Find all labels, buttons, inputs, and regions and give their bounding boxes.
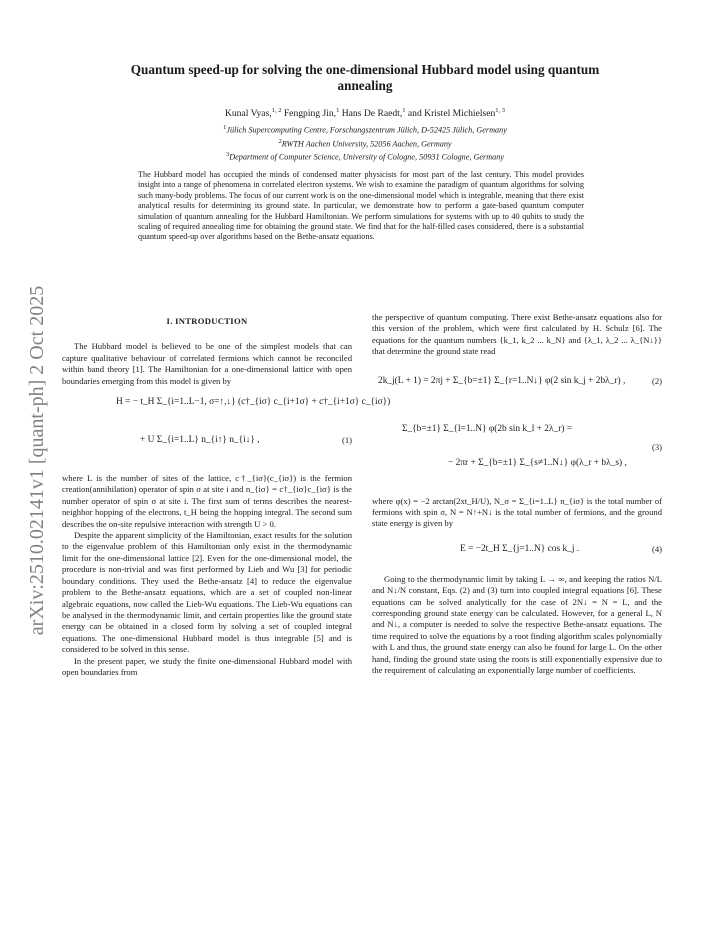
equation-3-line-1: Σ_{b=±1} Σ_{l=1..N} φ(2b sin k_l + 2λ_r) = (402, 423, 573, 434)
paragraph: the perspective of quantum computing. There exist Bethe-ansatz equations also for this version of the problem, which were first calculated by H. Schulz [6]. The equations for the quantum numbers {k_1, k_2 ... k_N} and {λ_1, λ_2 ... λ_{N↓}} that determine the ground state read (372, 312, 662, 357)
equation-3 (372, 406, 662, 496)
affiliation (70, 123, 660, 137)
affiliation (70, 150, 660, 164)
affiliation (70, 137, 660, 151)
author-name: and Kristel Michielsen (407, 108, 496, 120)
paragraph: Going to the thermodynamic limit by taking L → ∞, and keeping the ratios N/L and N↓/N constant, Eqs. (2) and (3) turn into coupled integral equations [6]. These equations can be solved analytically for the case of 2N↓ = N = L, and the corresponding ground state energy can be calculated. However, for a general L, N and N↓, a computer is needed to solve the respective Bethe-ansatz equations. The time required to solve the equations by a root finding algorithm scales polynomially with L and thus, the ground state energy can also be found for large L. On the other hand, finding the ground state using the roots is still exponentially expensive due to the requirement of calculating an exponentially large number of coefficients. (372, 573, 662, 676)
equation-4-body: E = −2t_H Σ_{j=1..N} cos k_j . (460, 543, 580, 554)
equation-3-line-2: − 2πr + Σ_{b=±1} Σ_{s≠1..N↓} φ(λ_r + bλ_s) , (448, 457, 627, 468)
affiliations (70, 123, 660, 164)
affiliation-text: Department of Computer Science, University of Cologne, 50931 Cologne, Germany (229, 152, 504, 162)
author-sup: 1, 3 (495, 107, 506, 114)
paper-title (70, 62, 660, 94)
author-list (70, 105, 660, 120)
paragraph: The Hubbard model is believed to be one of the simplest models that can capture qualitative behaviour of correlated fermions which cannot be reconciled within band theory [1]. The Hamiltonian for a one-dimensional lattice with open boundaries emerging from this model is given by (62, 341, 352, 386)
affiliation-text: RWTH Aachen University, 52056 Aachen, Germany (281, 139, 452, 149)
affiliation-sup: 3 (226, 151, 230, 159)
affiliation-sup: 1 (223, 124, 227, 131)
arxiv-id: arXiv:2510.02141v1 [quant-ph] 2 Oct 2025 (26, 285, 49, 635)
title-line-2: annealing (337, 78, 393, 93)
arxiv-sidebar-stamp (18, 250, 58, 670)
equation-1 (62, 387, 391, 473)
title-line-1: Quantum speed-up for solving the one-dimensional Hubbard model using quantum (130, 62, 600, 77)
equation-2-body: 2k_j(L + 1) = 2πj + Σ_{b=±1} Σ_{r=1..N↓} φ(2 sin k_j + 2bλ_r) , (378, 375, 626, 386)
affiliation-sup: 2 (278, 137, 282, 145)
author-sup: 1 (402, 107, 406, 114)
author-name: Fengping Jin, (283, 108, 337, 120)
abstract: The Hubbard model has occupied the minds of condensed matter physicists for most part of the last century. This model provides insight into a range of phenomena in correlated electron systems. We wish to examine the paradigm of quantum algorithms for solving such many-body problems. The focus of our current work is on the one-dimensional model which is integrable, meaning that there exist analytical results for determining its ground state. In particular, we demonstrate how to perform a gate-based quantum computer simulation of quantum annealing for the Hubbard Hamiltonian. We perform simulations for systems with up to 40 qubits to study the scaling of required annealing time for obtaining the ground state. We find that for the half-filled cases considered, there is a substantial quantum speed-up over algorithms based on the Bethe-ansatz equations. (138, 170, 584, 242)
author-sup: 1, 2 (271, 107, 282, 114)
equation-number: (1) (341, 435, 352, 446)
author-sup: 1 (336, 107, 340, 114)
equation-1-line-1: H = − t_H Σ_{i=1..L−1, σ=↑,↓} (c†_{iσ} c_{i+1σ} + c†_{i+1σ} c_{iσ}) (116, 397, 391, 408)
section-heading: I. INTRODUCTION (166, 316, 248, 326)
author-name: Kunal Vyas, (224, 108, 272, 120)
paragraph: where φ(x) = −2 arctan(2xt_H/U), N_σ = Σ_{i=1..L} n_{iσ} is the total number of fermions with spin σ, N = N↑+N↓ is the total number of fermions, and the ground state energy is given by (372, 495, 662, 529)
equation-number: (3) (651, 441, 662, 452)
paragraph: where L is the number of sites of the lattice, c†_{iσ}(c_{iσ}) is the fermion creation(annihilation) operator of spin σ at site i and n_{iσ} = c†_{iσ}c_{iσ} is the number operator of spin σ at site i. The first sum of terms describes the nearest-neighbor hopping of the electrons, t_H being the hopping integral. The second sum describes the on-site repulsive interaction with strength U > 0. (62, 473, 352, 529)
affiliation-text: Jülich Supercomputing Centre, Forschungszentrum Jülich, D-52425 Jülich, Germany (226, 125, 507, 135)
paragraph: In the present paper, we study the finite one-dimensional Hubbard model with open boundaries from (62, 655, 352, 677)
left-column (62, 312, 391, 678)
right-column (372, 312, 662, 677)
equation-number: (2) (651, 375, 662, 386)
paragraph: Despite the apparent simplicity of the Hamiltonian, exact results for the solution to the eigenvalue problem of this Hamiltonian only exist in the thermodynamic limit for the one-dimensional lattice [2]. Even for the one-dimensional model, the procedure is non-trivial and was first performed by Lieb and Wu [3] for periodic boundary conditions. They used the Bethe-ansatz [4] to reduce the eigenvalue problem to the Bethe-ansatz equations, which are a set of coupled non-linear algebraic equations, now called the Lieb-Wu equations. The Lieb-Wu equations can be analysed in the thermodynamic limit, and certain properties like the ground state energy can be obtained in a closed form by solving a set of coupled integral equations. The one-dimensional Hubbard model is thus integrable [5] and is considered to be solved in this sense. (62, 530, 352, 655)
equation-number: (4) (651, 543, 662, 554)
equation-4 (372, 530, 662, 574)
equation-1-line-2: + U Σ_{i=1..L} n_{i↑} n_{i↓} , (140, 435, 260, 446)
equation-2 (372, 358, 662, 406)
author-name: Hans De Raedt, (341, 108, 403, 120)
